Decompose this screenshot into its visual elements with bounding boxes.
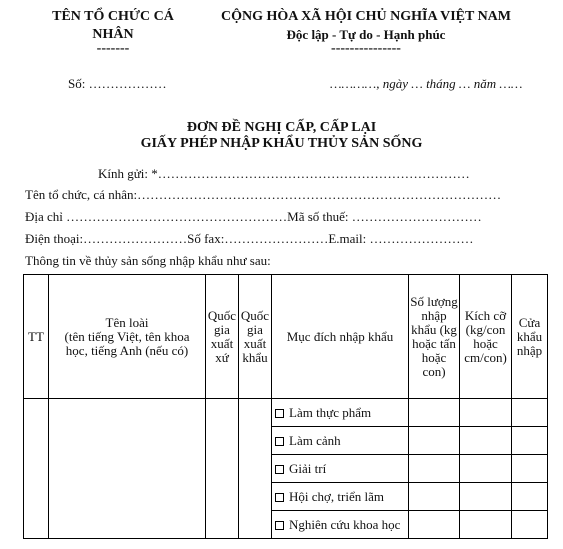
- header-size: Kích cỡ (kg/con hoặc cm/con): [460, 275, 512, 399]
- checkbox-icon[interactable]: [275, 465, 284, 474]
- cell-quantity[interactable]: [409, 483, 460, 511]
- country-name: CỘNG HÒA XÃ HỘI CHỦ NGHĨA VIỆT NAM: [220, 9, 511, 24]
- purpose-label: Giải trí: [289, 460, 327, 476]
- organization-name-block: [38, 8, 188, 54]
- cell-size[interactable]: [460, 455, 512, 483]
- form-title: [0, 120, 563, 152]
- header-species: [49, 275, 206, 399]
- purpose-label: Làm thực phẩm: [289, 404, 372, 420]
- header-quantity: Số lượng nhập khẩu (kg hoặc tấn hoặc con): [409, 275, 460, 399]
- cell-size[interactable]: [460, 511, 512, 539]
- organization-name-line1: TÊN TỔ CHỨC CÁ: [52, 9, 174, 24]
- header-species-title: Tên loài: [105, 314, 149, 330]
- cell-tt[interactable]: [24, 399, 49, 539]
- purpose-option[interactable]: [272, 483, 409, 511]
- cell-border-gate[interactable]: [512, 427, 548, 455]
- national-motto: Độc lập - Tự do - Hạnh phúc: [286, 27, 446, 42]
- import-info-table: [23, 274, 548, 539]
- contact-field[interactable]: Điện thoại:……………………Số fax:……………………E.mail: ……………………: [25, 231, 474, 246]
- purpose-option[interactable]: [272, 511, 409, 539]
- cell-origin-country[interactable]: [206, 399, 239, 539]
- purpose-label: Nghiên cứu khoa học: [289, 516, 401, 532]
- table-header-row: [24, 275, 548, 399]
- checkbox-icon[interactable]: [275, 493, 284, 502]
- purpose-option[interactable]: [272, 427, 409, 455]
- intro-text: Thông tin về thủy sản sống nhập khẩu như sau:: [25, 253, 271, 268]
- header-purpose: Mục đích nhập khẩu: [272, 275, 409, 399]
- form-title-line2: GIẤY PHÉP NHẬP KHẨU THỦY SẢN SỐNG: [140, 136, 423, 151]
- cell-border-gate[interactable]: [512, 511, 548, 539]
- header-species-note: (tên tiếng Việt, tên khoa học, tiếng Anh (nếu có): [64, 328, 190, 358]
- header-origin-country: Quốc gia xuất xứ: [206, 275, 239, 399]
- organization-rule: -------: [96, 41, 130, 56]
- organization-name-line2: NHÂN: [92, 27, 134, 42]
- checkbox-icon[interactable]: [275, 521, 284, 530]
- address-tax-field[interactable]: Địa chỉ ……………………………………………Mã số thuế: …………………………: [25, 209, 482, 224]
- purpose-label: Hội chợ, triển lãm: [289, 488, 384, 504]
- cell-border-gate[interactable]: [512, 455, 548, 483]
- cell-border-gate[interactable]: [512, 483, 548, 511]
- cell-quantity[interactable]: [409, 511, 460, 539]
- organization-name-field[interactable]: Tên tổ chức, cá nhân:…………………………………………………………………………: [25, 187, 502, 202]
- cell-species[interactable]: [49, 399, 206, 539]
- header-tt: TT: [24, 275, 49, 399]
- checkbox-icon[interactable]: [275, 409, 284, 418]
- national-header-block: [206, 8, 526, 54]
- purpose-label: Làm cảnh: [289, 432, 341, 448]
- purpose-option[interactable]: [272, 399, 409, 427]
- checkbox-icon[interactable]: [275, 437, 284, 446]
- form-title-line1: ĐƠN ĐỀ NGHỊ CẤP, CẤP LẠI: [186, 120, 377, 135]
- recipient-field[interactable]: Kính gửi: *………………………………………………………………: [98, 166, 470, 181]
- cell-size[interactable]: [460, 483, 512, 511]
- document-date: …………, ngày … tháng … năm ……: [330, 76, 523, 91]
- cell-size[interactable]: [460, 427, 512, 455]
- table-row: [24, 399, 548, 427]
- document-number: Số: ………………: [68, 76, 167, 91]
- cell-border-gate[interactable]: [512, 399, 548, 427]
- cell-export-country[interactable]: [239, 399, 272, 539]
- cell-quantity[interactable]: [409, 427, 460, 455]
- header-border-gate: Cửa khẩu nhập: [512, 275, 548, 399]
- cell-size[interactable]: [460, 399, 512, 427]
- header-export-country: Quốc gia xuất khẩu: [239, 275, 272, 399]
- purpose-option[interactable]: [272, 455, 409, 483]
- cell-quantity[interactable]: [409, 455, 460, 483]
- motto-rule: ---------------: [331, 41, 401, 56]
- cell-quantity[interactable]: [409, 399, 460, 427]
